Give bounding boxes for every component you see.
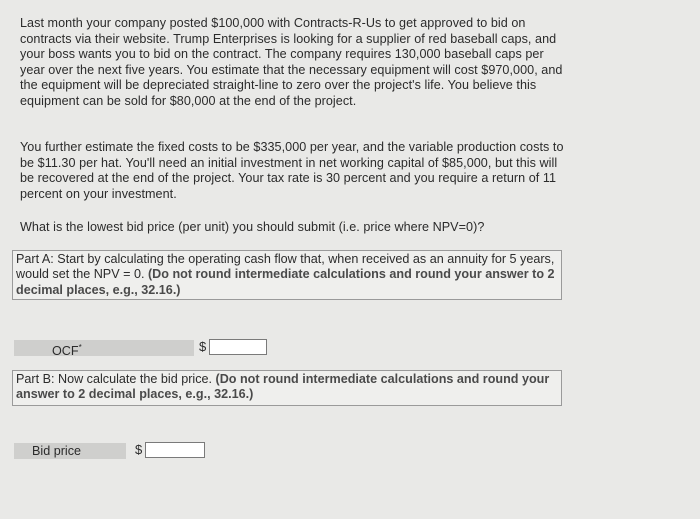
- part-b-instruction: (Do not round intermediate calculations and round your answer to 2 decimal places, e.g., 32.16.): [16, 372, 550, 402]
- ocf-currency: $: [199, 339, 207, 354]
- ocf-marker: *: [78, 343, 82, 352]
- bid-price-label: Bid price: [14, 443, 126, 459]
- ocf-label-text: OCF: [52, 344, 79, 359]
- ocf-label: [14, 340, 194, 359]
- part-a-prompt: [12, 250, 562, 300]
- bid-price-input[interactable]: [145, 442, 205, 458]
- question-text: What is the lowest bid price (per unit) you should submit (i.e. price where NPV=0)?: [20, 220, 485, 234]
- ocf-input[interactable]: [209, 339, 267, 355]
- part-a-text: Part A: Start by calculating the operating cash flow that, when received as an annuity for 5 years, would set the NPV = 0.: [16, 252, 555, 282]
- part-b-prompt: [12, 370, 562, 406]
- part-a-instruction: (Do not round intermediate calculations and round your answer to 2 decimal places, e.g., 32.16.): [16, 267, 555, 297]
- bid-currency: $: [135, 442, 143, 457]
- problem-paragraph-1: Last month your company posted $100,000 with Contracts-R-Us to get approved to bid on contracts via their website. Trump Enterprises is looking for a supplier of red baseball caps, and your boss wants you to bid on the contract. The company requires 130,000 baseball caps per year over the next five years. You estimate that the necessary equipment will cost $970,000, and the equipment will be depreciated straight-line to zero over the project's life. You believe this equipment can be sold for $80,000 at the end of the project.: [20, 16, 563, 108]
- problem-paragraph-2: You further estimate the fixed costs to be $335,000 per year, and the variable production costs to be $11.30 per hat. You'll need an initial investment in net working capital of $85,000, but this will be recovered at the end of the project. Your tax rate is 30 percent and you require a return of 11 percent on your investment.: [20, 140, 564, 201]
- part-b-text: Part B: Now calculate the bid price.: [16, 372, 212, 386]
